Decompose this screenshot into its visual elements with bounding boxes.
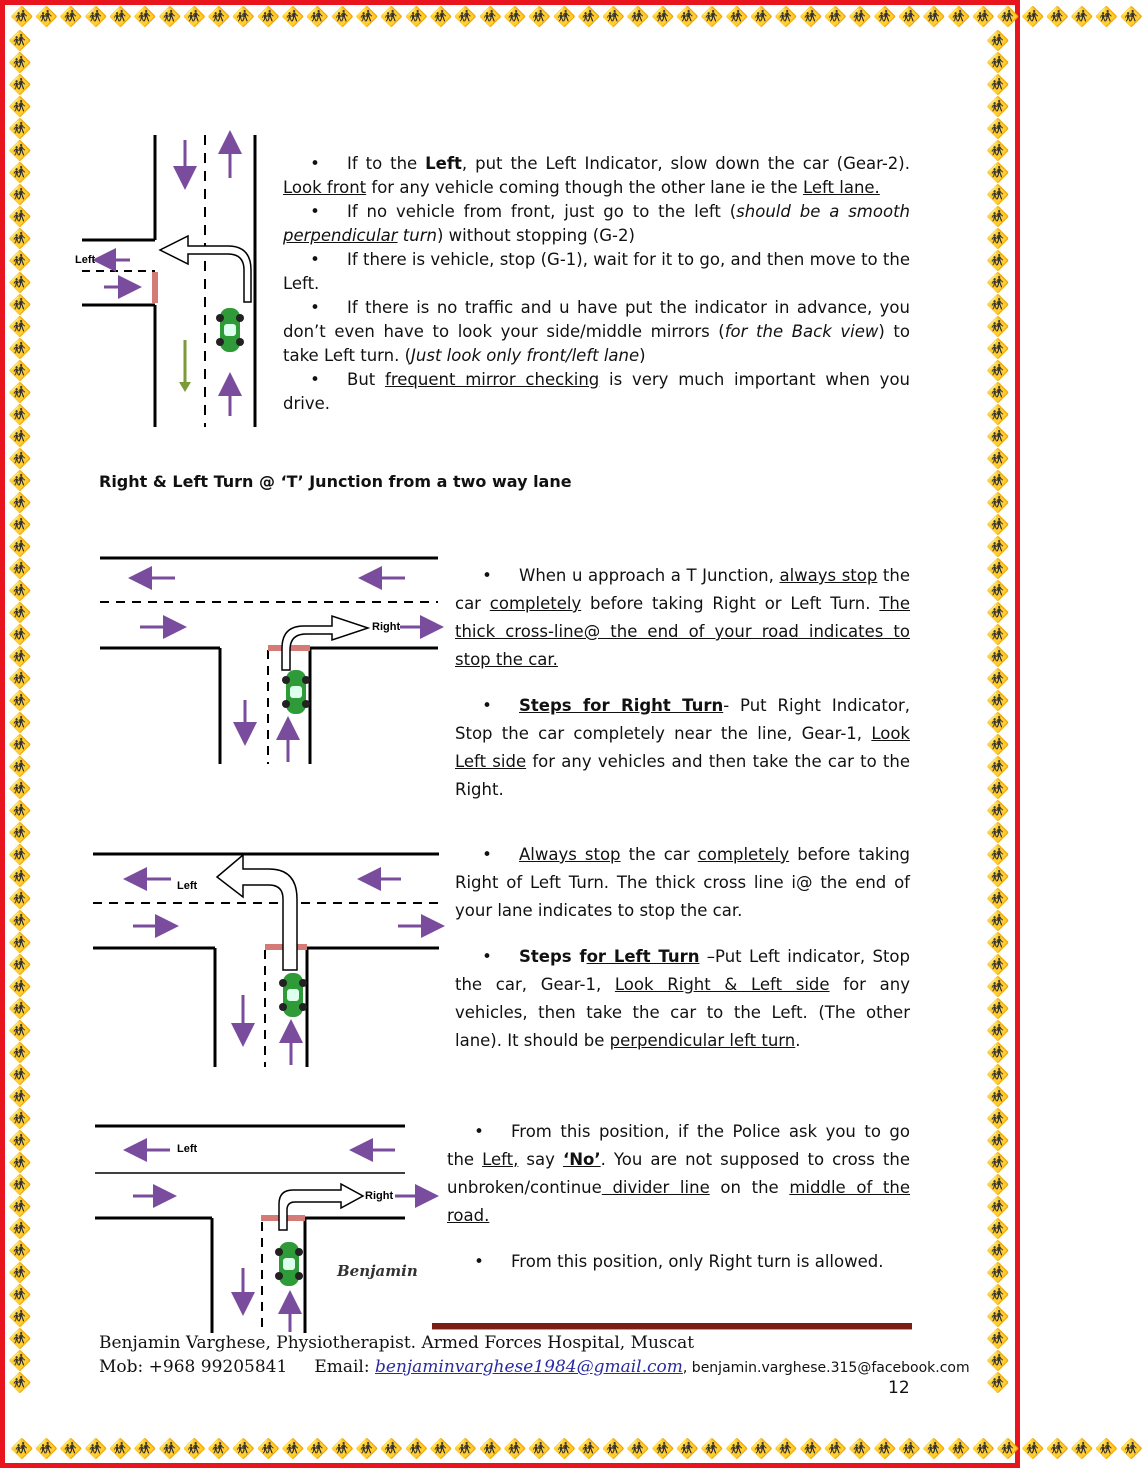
bullet-1-5: • But frequent mirror checking is very much important when you drive. [283,370,910,413]
right-turn-diagram [100,550,440,770]
signature: Benjamin [337,1262,418,1280]
bullet-3-1: • Always stop the car completely before taking Right of Left Turn. The thick cross line i@ the end of your lane indicates to stop the car. [455,841,910,925]
section-heading: Right & Left Turn @ ‘T’ Junction from a two way lane [99,472,572,491]
page-number: 12 [888,1378,910,1398]
footer-author: Benjamin Varghese, Physiotherapist. Armed Forces Hospital, Muscat [99,1333,695,1353]
section3-text [455,841,910,1055]
bullet-4-1: • From this position, if the Police ask you to go the Left, say ‘No’. You are not supposed to cross the unbroken/continue divider line on the middle of the road. [447,1118,910,1230]
bullet-4-2: • From this position, only Right turn is allowed. [447,1248,910,1276]
left-turn-diagram [60,130,270,435]
bullet-icon: • [310,298,320,317]
no-left-turn-diagram [95,1118,435,1338]
fig1-label-left: Left [75,254,96,266]
bullet-2-1: • When u approach a T Junction, always stop the car completely before taking Right or Left Turn. The thick cross-line@ the end of your road indicates to stop the car. [455,562,910,674]
bullet-1-4: • If there is no traffic and u have put the indicator in advance, you don’t even have to look your side/middle mirrors (for the Back view) to take Left turn. (Just look only front/left lane) [283,298,910,365]
bullet-3-2: • Steps for Left Turn –Put Left indicator, Stop the car, Gear-1, Look Right & Left side for any vehicles, then take the car to the Left. (The other lane). It should be perpendicular left turn. [455,943,910,1055]
bullet-1-1: • If to the Left, put the Left Indicator, slow down the car (Gear-2). Look front for any vehicle coming though the other lane ie the Left lane. [283,154,910,197]
footer-email-label: Email: [314,1357,370,1377]
border-pattern-right: 🚸🚸🚸🚸🚸🚸🚸🚸🚸🚸🚸🚸🚸🚸🚸🚸🚸🚸🚸🚸🚸🚸🚸🚸🚸🚸🚸🚸🚸🚸🚸🚸🚸🚸🚸🚸🚸🚸🚸🚸🚸🚸🚸🚸🚸🚸🚸🚸🚸🚸🚸🚸🚸🚸🚸🚸🚸🚸🚸🚸🚸🚸 [986,30,1010,1394]
bullet-icon: • [310,250,320,269]
bullet-icon: • [482,566,492,585]
bullet-icon: • [482,947,492,966]
footer-rule [432,1323,912,1330]
section1-text [283,152,910,416]
bullet-icon: • [310,202,320,221]
fig4-label-left: Left [177,1143,198,1155]
footer-mobile: Mob: +968 99205841 [99,1357,288,1377]
car-icon [216,308,244,352]
border-pattern-top: 🚸🚸🚸🚸🚸🚸🚸🚸🚸🚸🚸🚸🚸🚸🚸🚸🚸🚸🚸🚸🚸🚸🚸🚸🚸🚸🚸🚸🚸🚸🚸🚸🚸🚸🚸🚸🚸🚸🚸🚸🚸🚸🚸🚸🚸🚸 [10,6,1144,28]
fig2-label-right: Right [372,621,401,633]
car-icon [275,1242,303,1286]
bullet-2-2: • Steps for Right Turn- Put Right Indicator, Stop the car completely near the line, Gear-1, Look Left side for any vehicles and then take the car to the Right. [455,692,910,804]
section4-text [447,1118,910,1276]
bullet-1-3: • If there is vehicle, stop (G-1), wait for it to go, and then move to the Left. [283,250,910,293]
bullet-icon: • [310,370,320,389]
border-pattern-left: 🚸🚸🚸🚸🚸🚸🚸🚸🚸🚸🚸🚸🚸🚸🚸🚸🚸🚸🚸🚸🚸🚸🚸🚸🚸🚸🚸🚸🚸🚸🚸🚸🚸🚸🚸🚸🚸🚸🚸🚸🚸🚸🚸🚸🚸🚸🚸🚸🚸🚸🚸🚸🚸🚸🚸🚸🚸🚸🚸🚸🚸🚸 [8,30,32,1394]
bullet-icon: • [482,696,492,715]
bullet-1-2: • If no vehicle from front, just go to the left (should be a smooth perpendicular turn) without stopping (G-2) [283,202,910,245]
footer-email-link[interactable]: benjaminvarghese1984@gmail.com [375,1357,683,1377]
footer-contact [99,1357,970,1377]
border-pattern-bottom: 🚸🚸🚸🚸🚸🚸🚸🚸🚸🚸🚸🚸🚸🚸🚸🚸🚸🚸🚸🚸🚸🚸🚸🚸🚸🚸🚸🚸🚸🚸🚸🚸🚸🚸🚸🚸🚸🚸🚸🚸🚸🚸🚸🚸🚸🚸 [10,1438,1144,1460]
bullet-icon: • [474,1122,484,1141]
footer-facebook: , benjamin.varghese.315@facebook.com [682,1360,970,1376]
car-icon [282,670,310,714]
car-icon [279,973,307,1017]
section2-text [455,562,910,804]
bullet-icon: • [310,154,320,173]
fig3-label-left: Left [177,880,198,892]
bullet-icon: • [482,845,492,864]
bullet-icon: • [474,1252,484,1271]
left-turn-junction-diagram [93,845,443,1073]
fig4-label-right: Right [365,1190,394,1202]
